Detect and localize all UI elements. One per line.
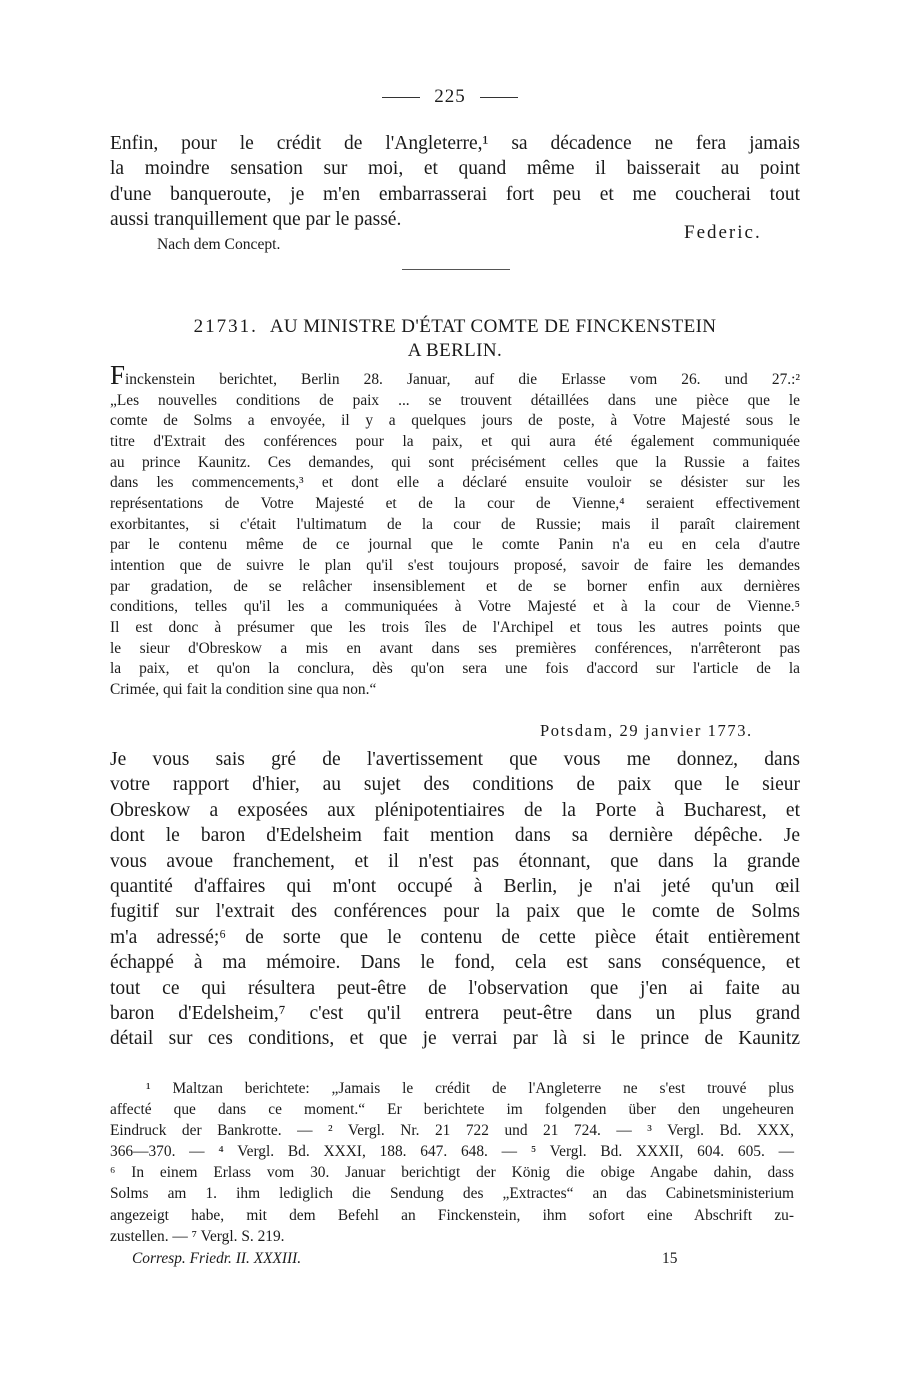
- body-line: tout ce qui résultera peut-être de l'observation que j'en ai faite au: [110, 977, 800, 999]
- body-line: votre rapport d'hier, au sujet des conditions de paix que le sieur: [110, 774, 800, 796]
- body-line: fugitif sur l'extrait des conférences pour la paix que le comte de Solms: [110, 901, 800, 923]
- header-dash-left: [382, 97, 420, 98]
- summary-line: conditions, telles qu'il les a communiquées à Votre Majesté et à la cour de Vienne.⁵: [110, 598, 800, 616]
- summary-line: le sieur d'Obreskow a mis en avant dans ses premières conférences, n'arrêteront pas: [110, 639, 800, 657]
- summary-line: titre d'Extrait des conférences pour la paix, et qui aura été également communiquée: [110, 432, 800, 450]
- footnote-line: ⁶ In einem Erlass vom 30. Januar berichtigt der König die obige Angabe dahin, dass: [110, 1164, 794, 1182]
- body-line: dont le baron d'Edelsheim fait mention dans sa dernière dépêche. Je: [110, 825, 800, 847]
- summary-line: [110, 360, 800, 391]
- letter-heading: [110, 315, 800, 363]
- summary-line-text: inckenstein berichtet, Berlin 28. Januar, auf die Erlasse vom 26. und 27.:²: [125, 371, 800, 388]
- summary-line: Il est donc à présumer que les trois îles de l'Archipel et tous les autres points que: [110, 618, 800, 636]
- summary-line: exorbitantes, si c'était l'ultimatum de la cour de Russie; mais il paraît clairement: [110, 515, 800, 533]
- summary-dropcap: F: [110, 360, 126, 390]
- opening-line: aussi tranquillement que par le passé.: [110, 209, 402, 231]
- summary-line: représentations de Votre Majesté et de la cour de Vienne,⁴ seraient effectivement: [110, 494, 800, 512]
- summary-line: par gradation, de se relâcher insensiblement et de se borner enfin aux dernières: [110, 577, 800, 595]
- footer-citation: Corresp. Friedr. II. XXXIII.: [132, 1250, 302, 1267]
- opening-line: Enfin, pour le crédit de l'Angleterre,¹ sa décadence ne fera jamais: [110, 133, 800, 154]
- body-line: détail sur ces conditions, et que je verrai par là si le prince de Kaunitz: [110, 1028, 800, 1050]
- signature: Federic.: [684, 222, 762, 243]
- letter-heading-line2: A BERLIN.: [407, 340, 503, 361]
- summary-line: la paix, et qu'on la conclura, dès qu'on sera une fois d'accord sur l'article de la: [110, 660, 800, 678]
- summary-line: au prince Kaunitz. Ces demandes, qui sont précisément celles que la Russie a faites: [110, 453, 800, 471]
- footnote-line: 366—370. — ⁴ Vergl. Bd. XXXI, 188. 647. 648. — ⁵ Vergl. Bd. XXXII, 604. 605. —: [110, 1143, 794, 1161]
- page-number: 225: [434, 86, 466, 107]
- page-header: [0, 86, 900, 108]
- body-line: échappé à ma mémoire. Dans le fond, cela est sans conséquence, et: [110, 952, 800, 974]
- footer-signature-mark: 15: [662, 1250, 678, 1267]
- summary-line: dans les commencements,³ et dont elle a déclaré ensuite vouloir se désister sur les: [110, 474, 800, 492]
- footnote-line: Solms am 1. ihm lediglich die Sendung des „Extractes“ an das Cabinetsministerium: [110, 1185, 794, 1203]
- body-line: quantité d'affaires qui m'ont occupé à Berlin, je n'ai jeté qu'un œil: [110, 876, 800, 898]
- source-note: Nach dem Concept.: [157, 236, 281, 253]
- dateline: Potsdam, 29 janvier 1773.: [540, 721, 753, 740]
- body-line: baron d'Edelsheim,⁷ c'est qu'il entrera peut-être dans un plus grand: [110, 1003, 800, 1025]
- body-line: Obreskow a exposées aux plénipotentiaires de la Porte à Bucharest, et: [110, 799, 800, 821]
- body-line: Je vous sais gré de l'avertissement que vous me donnez, dans: [110, 749, 800, 770]
- section-divider: [402, 269, 510, 270]
- body-line: m'a adressé;⁶ de sorte que le contenu de cette pièce était entièrement: [110, 926, 800, 948]
- summary-line: intention que de suivre le plan qu'il s'est toujours proposé, savoir de faire les demandes: [110, 556, 800, 574]
- body-line: vous avoue franchement, et il n'est pas étonnant, que dans la grande: [110, 850, 800, 872]
- summary-line: Crimée, qui fait la condition sine qua non.“: [110, 680, 377, 698]
- opening-line: d'une banqueroute, je m'en embarrasserai fort peu et me coucherai tout: [110, 183, 800, 205]
- letter-summary: [110, 360, 800, 701]
- summary-line: comte de Solms a envoyée, il y a quelques jours de poste, à Votre Majesté sous le: [110, 412, 800, 430]
- letter-number: 21731.: [193, 316, 258, 337]
- footnote-line: affecté que dans ce moment.“ Er berichtete im folgenden über den ungeheuren: [110, 1101, 794, 1119]
- footnote-line: ¹ Maltzan berichtete: „Jamais le crédit de l'Angleterre ne s'est trouvé plus: [146, 1080, 794, 1097]
- summary-line: par le contenu même de ce journal que le comte Panin n'a eu en cela d'autre: [110, 536, 800, 554]
- footnote-line: angezeigt habe, mit dem Befehl an Finckenstein, ihm sofort eine Abschrift zu-: [110, 1206, 794, 1224]
- opening-line: la moindre sensation sur moi, et quand même il baisserait au point: [110, 158, 800, 180]
- opening-paragraph: [110, 131, 800, 233]
- header-dash-right: [480, 97, 518, 98]
- footnote-line: Eindruck der Bankrotte. — ² Vergl. Nr. 21 722 und 21 724. — ³ Vergl. Bd. XXX,: [110, 1122, 794, 1140]
- summary-line: „Les nouvelles conditions de paix ... se trouvent détaillées dans une pièce que le: [110, 391, 800, 409]
- footnotes: [110, 1078, 794, 1247]
- letter-heading-line1: AU MINISTRE D'ÉTAT COMTE DE FINCKENSTEIN: [269, 316, 717, 337]
- footnote-line: zustellen. — ⁷ Vergl. S. 219.: [110, 1227, 285, 1245]
- letter-body: [110, 747, 800, 1052]
